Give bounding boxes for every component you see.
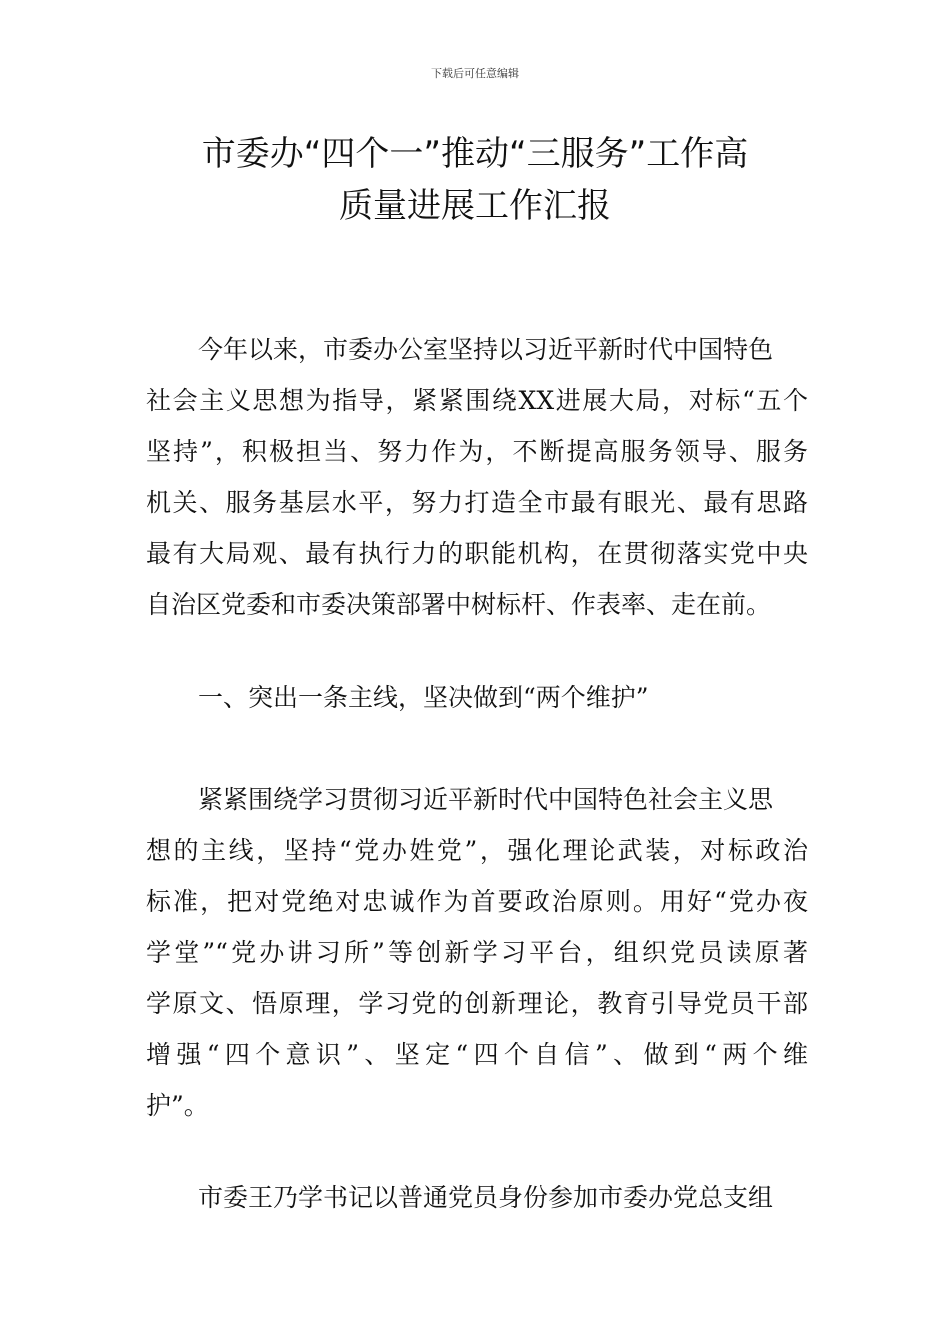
section-heading-1 xyxy=(146,672,808,723)
paragraph-line: 自治区党委和市委决策部署中树标杆、作表率、走在前。 xyxy=(146,590,772,619)
paragraph-line: 标准，把对党绝对忠诚作为首要政治原则。用好“党办夜 xyxy=(146,887,808,916)
paragraph-line: 坚持”，积极担当、努力作为，不断提高服务领导、服务 xyxy=(146,437,808,466)
header-note: 下载后可任意编辑 xyxy=(431,67,519,80)
paragraph-line: 紧紧围绕学习贯彻习近平新时代中国特色社会主义思 xyxy=(198,785,774,814)
paragraph-line: 学原文、悟原理，学习党的创新理论，教育引导党员干部 xyxy=(146,989,808,1018)
document-title xyxy=(150,128,800,232)
paragraph-intro xyxy=(146,324,808,630)
paragraph-line: 想的主线，坚持“党办姓党”，强化理论武装，对标政治 xyxy=(146,836,808,865)
title-line-2: 质量进展工作汇报 xyxy=(339,186,611,226)
paragraph-line: 学堂”“党办讲习所”等创新学习平台，组织党员读原著 xyxy=(146,938,808,967)
section-heading-text: 一、突出一条主线，坚决做到“两个维护” xyxy=(198,683,649,712)
paragraph-line: 机关、服务基层水平，努力打造全市最有眼光、最有思路 xyxy=(146,488,808,517)
paragraph-line: 市委王乃学书记以普通党员身份参加市委办党总支组 xyxy=(198,1183,774,1212)
paragraph-line: 护”。 xyxy=(146,1091,209,1120)
paragraph-line: 社会主义思想为指导，紧紧围绕XX进展大局，对标“五个 xyxy=(146,386,808,415)
paragraph-section-1 xyxy=(146,774,808,1131)
title-line-1: 市委办“四个一”推动“三服务”工作高 xyxy=(201,134,749,174)
paragraph-continued xyxy=(146,1172,808,1223)
paragraph-line: 增强“四个意识”、坚定“四个自信”、做到“两个维 xyxy=(146,1040,808,1069)
paragraph-line: 今年以来，市委办公室坚持以习近平新时代中国特色 xyxy=(198,335,774,364)
paragraph-line: 最有大局观、最有执行力的职能机构，在贯彻落实党中央 xyxy=(146,539,808,568)
